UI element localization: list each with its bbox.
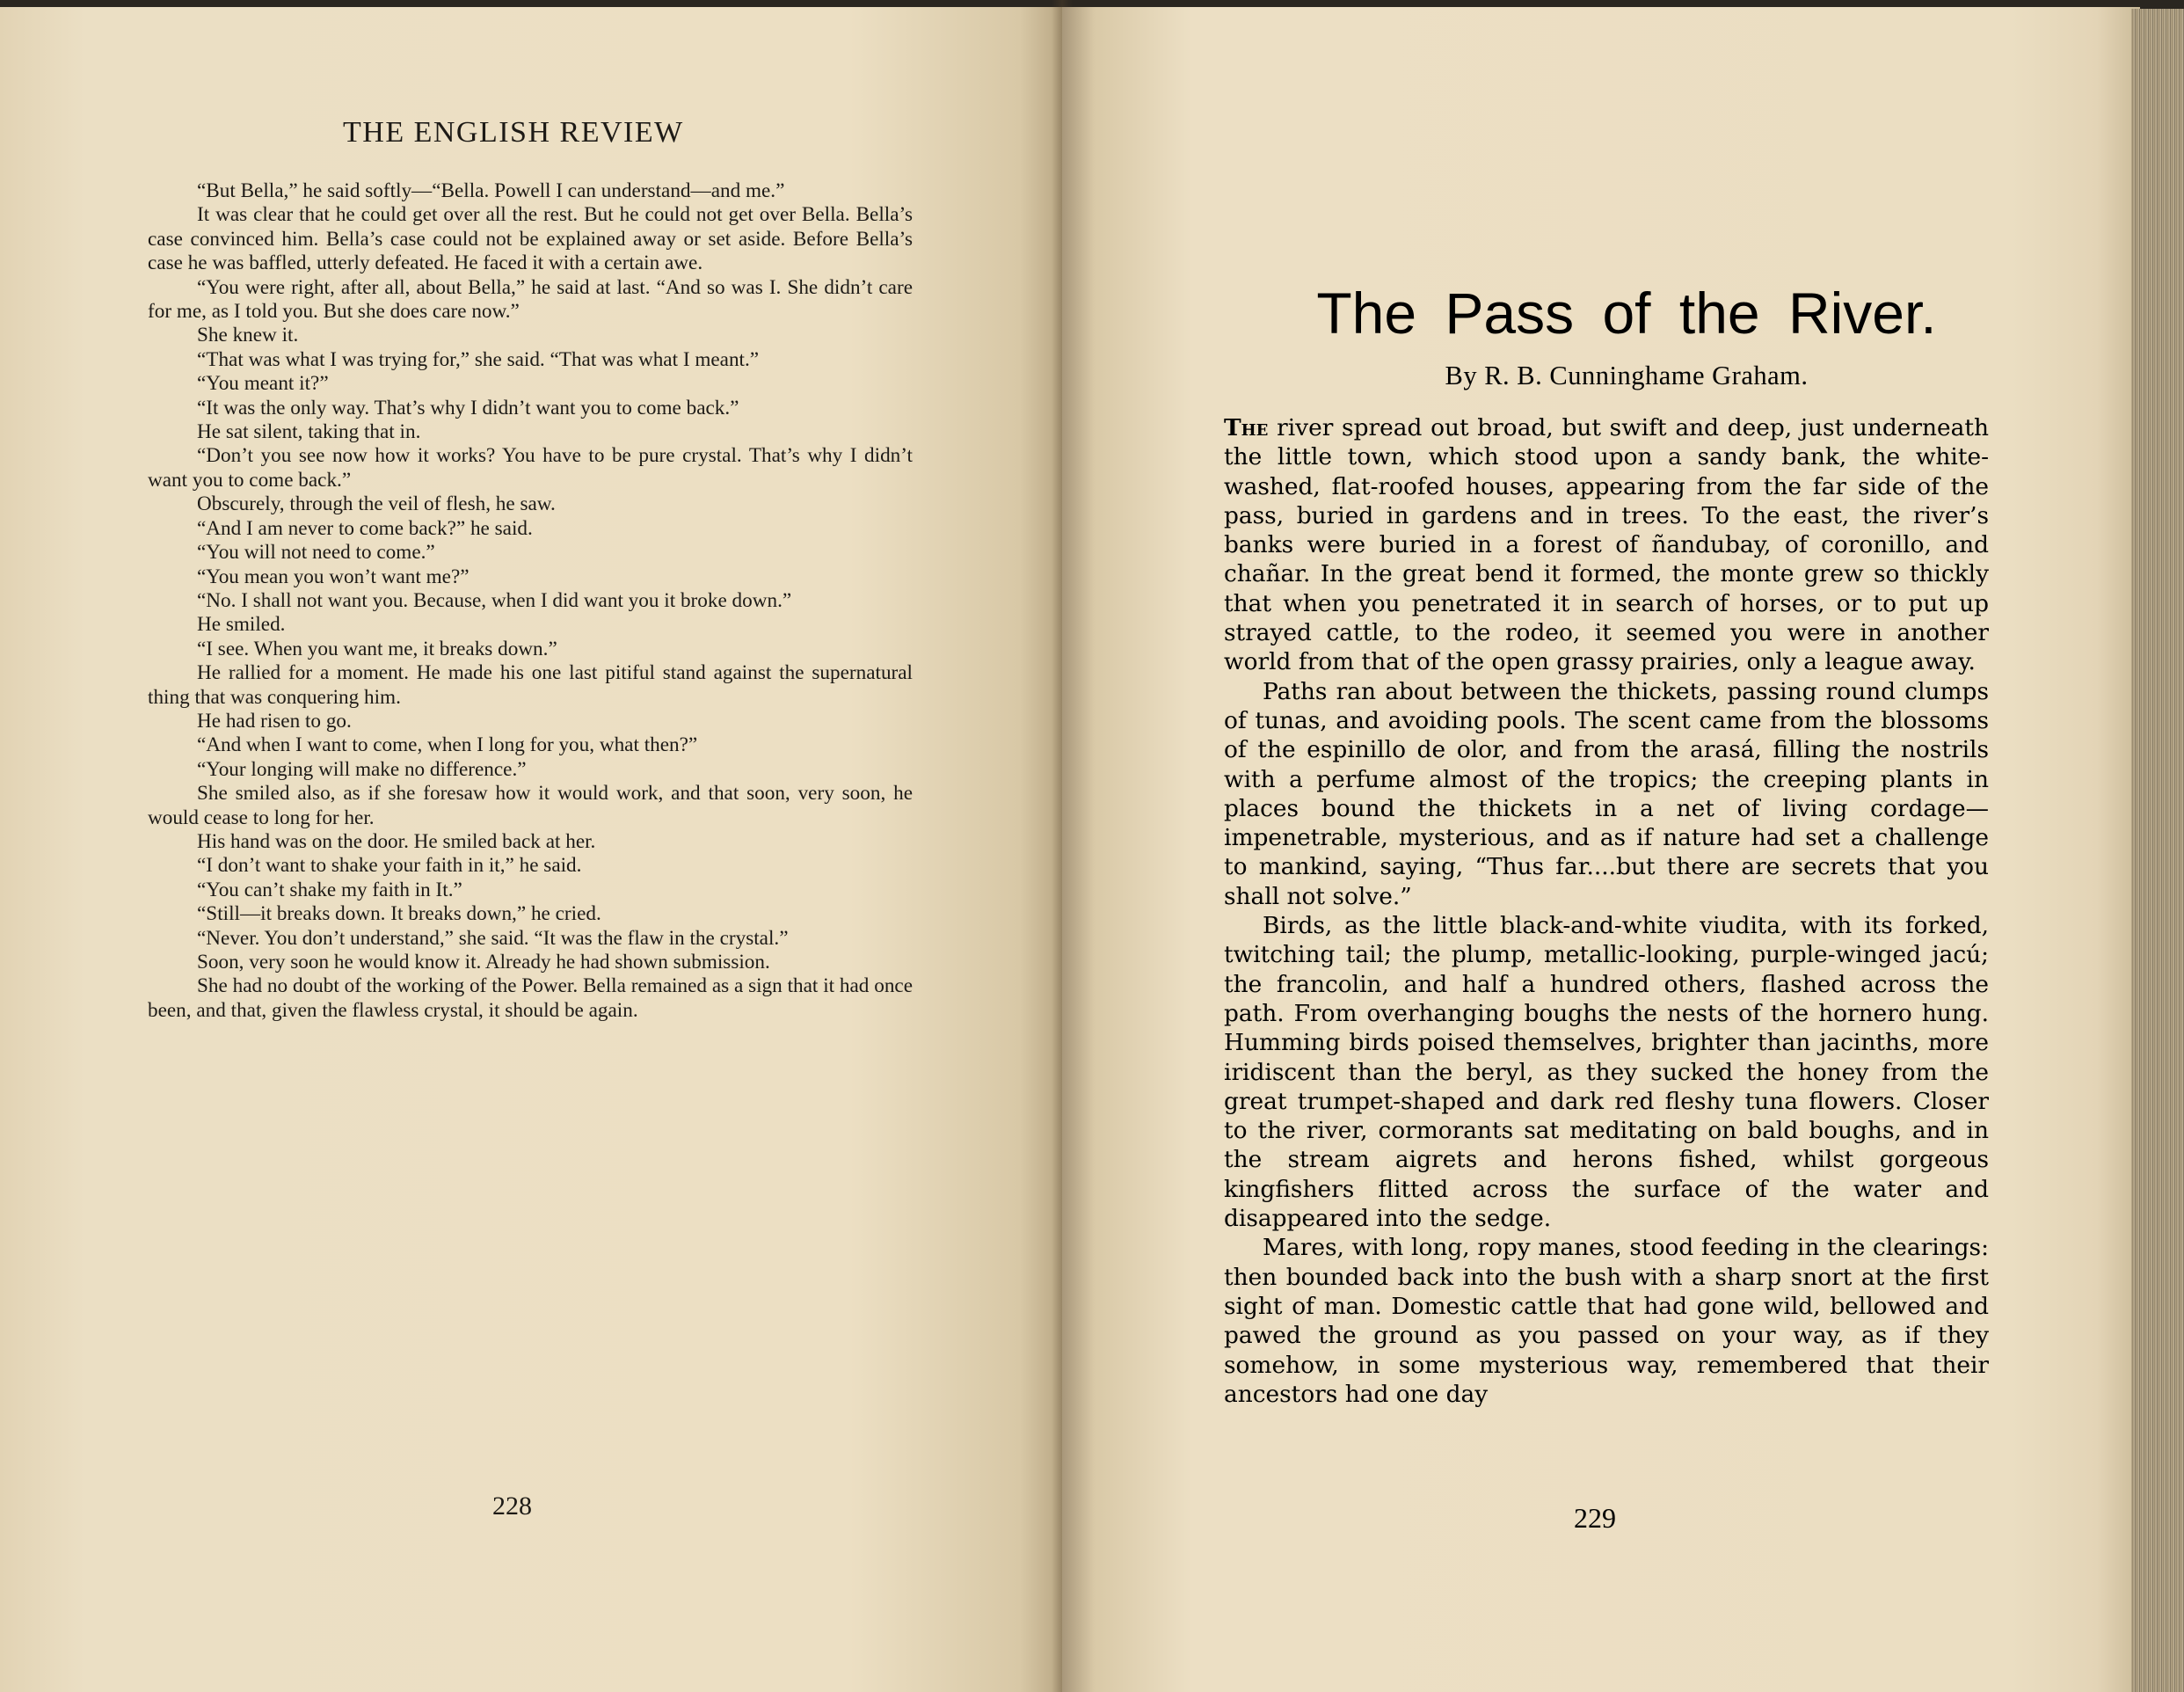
paragraph: He sat silent, taking that in. [197,420,421,444]
paragraph: “Your longing will make no difference.” [197,757,527,781]
left-page-body [148,179,913,1023]
paragraph: “You can’t shake my faith in It.” [197,878,462,901]
page-number: 229 [1574,1502,1616,1534]
left-page [0,7,1062,1692]
paragraph: “You mean you won’t want me?” [197,565,470,588]
paragraph: She smiled also, as if she foresaw how it would work, and that soon, very soon, he would cease to long for her. [148,782,913,829]
paragraph: She had no doubt of the working of the Power. Bella remained as a sign that it had once been, and that, given the flawless crystal, it should be again. [148,974,913,1022]
paragraph: Mares, with long, ropy manes, stood feeding in the clearings: then bounded back into the bush with a sharp snort at the first sight of man. Domestic cattle that had gone wild, bellowed and pawed the ground as you passed on your way, as if they somehow, in some mysterious way, remembered that their ancestors had one day [1224,1234,1989,1408]
paragraph: Soon, very soon he would know it. Already he had shown submission. [197,951,770,974]
paragraph: “You will not need to come.” [197,541,435,565]
paragraph: He had risen to go. [197,709,352,733]
paragraph: Paths ran about between the thickets, passing round clumps of tunas, and avoiding pools. The scent came from the blossoms of the espinillo de olor, and from the arasá, filling the nostrils with a perfume almost of the tropics; the creeping plants in places bound the thickets in a net of living cordage—impenetrable, mysterious, and as if nature had set a challenge to mankind, saying, “Thus far....but there are secrets that you shall not solve.” [1224,677,1989,910]
paragraph: “No. I shall not want you. Because, when I did want you it broke down.” [197,588,792,612]
paragraph: “I don’t want to shake your faith in it,” he said. [197,854,582,878]
right-page-body [1224,413,1989,1409]
paragraph: “But Bella,” he said softly—“Bella. Powell I can understand—and me.” [197,179,785,202]
paragraph: He smiled. [197,613,286,637]
paragraph: His hand was on the door. He smiled back at her. [197,829,596,853]
paragraph: “Never. You don’t understand,” she said. “It was the flaw in the crystal.” [197,926,789,950]
paragraph: “You meant it?” [197,372,329,396]
paragraph: “That was what I was trying for,” she said. “That was what I meant.” [197,347,760,371]
paragraph: It was clear that he could get over all the rest. But he could not get over Bella. Bella’s case convinced him. Bella’s case could not be explained away or set aside. Before Bella’s case he was baffled, utterly defeated. He faced it with a certain awe. [148,203,913,275]
paragraph [1224,413,1989,677]
paragraph: “And when I want to come, when I long for you, what then?” [197,733,698,757]
page-number: 228 [492,1491,532,1521]
byline: By R. B. Cunninghame Graham. [1445,361,1809,390]
paragraph: “Don’t you see now how it works? You have to be pure crystal. That’s why I didn’t want you to come back.” [148,444,913,492]
page-edges [2131,9,2184,1692]
paragraph: He rallied for a moment. He made his one last pitiful stand against the supernatural thing that was conquering him. [148,661,913,709]
lead-word: The [1224,414,1269,441]
paragraph: She knew it. [197,324,299,347]
paragraph: “Still—it breaks down. It breaks down,” he cried. [197,902,601,926]
article-title: The Pass of the River. [1316,281,1937,346]
running-head: THE ENGLISH REVIEW [343,116,684,149]
paragraph: Obscurely, through the veil of flesh, he saw. [197,492,556,516]
paragraph: “You were right, after all, about Bella,” he said at last. “And so was I. She didn’t care for me, as I told you. But she does care now.” [148,275,913,324]
paragraph: “And I am never to come back?” he said. [197,516,533,540]
paragraph: Birds, as the little black-and-white viudita, with its forked, twitching tail; the plump, metallic-looking, purple-winged jacú; the francolin, and half a hundred others, flashed across the path. From overhanging boughs the nests of the hornero hung. Humming birds poised themselves, brighter than jacinths, more iridiscent than the beryl, as they sucked the honey from the great trumpet-shaped and dark red fleshy tuna flowers. Closer to the river, cormorants sat meditating on bald boughs, and in the stream aigrets and herons fished, whilst gorgeous kingfishers flitted across the surface of the water and disappeared into the sedge. [1224,912,1989,1233]
paragraph: “I see. When you want me, it breaks down.” [197,637,557,660]
paragraph-text: river spread out broad, but swift and deep, just underneath the little town, which stood upon a sandy bank, the white-washed, flat-roofed houses, appearing from the far side of the pass, buried in gardens and in trees. To the east, the river’s banks were buried in a forest of ñandubay, of coronillo, and chañar. In the great bend it formed, the monte grew so thickly that when you penetrated it in search of horses, or to put up strayed cattle, to the rodeo, it seemed you were in another world from that of the open grassy prairies, only a league away. [1224,414,1989,676]
paragraph: “It was the only way. That’s why I didn’t want you to come back.” [197,396,739,419]
